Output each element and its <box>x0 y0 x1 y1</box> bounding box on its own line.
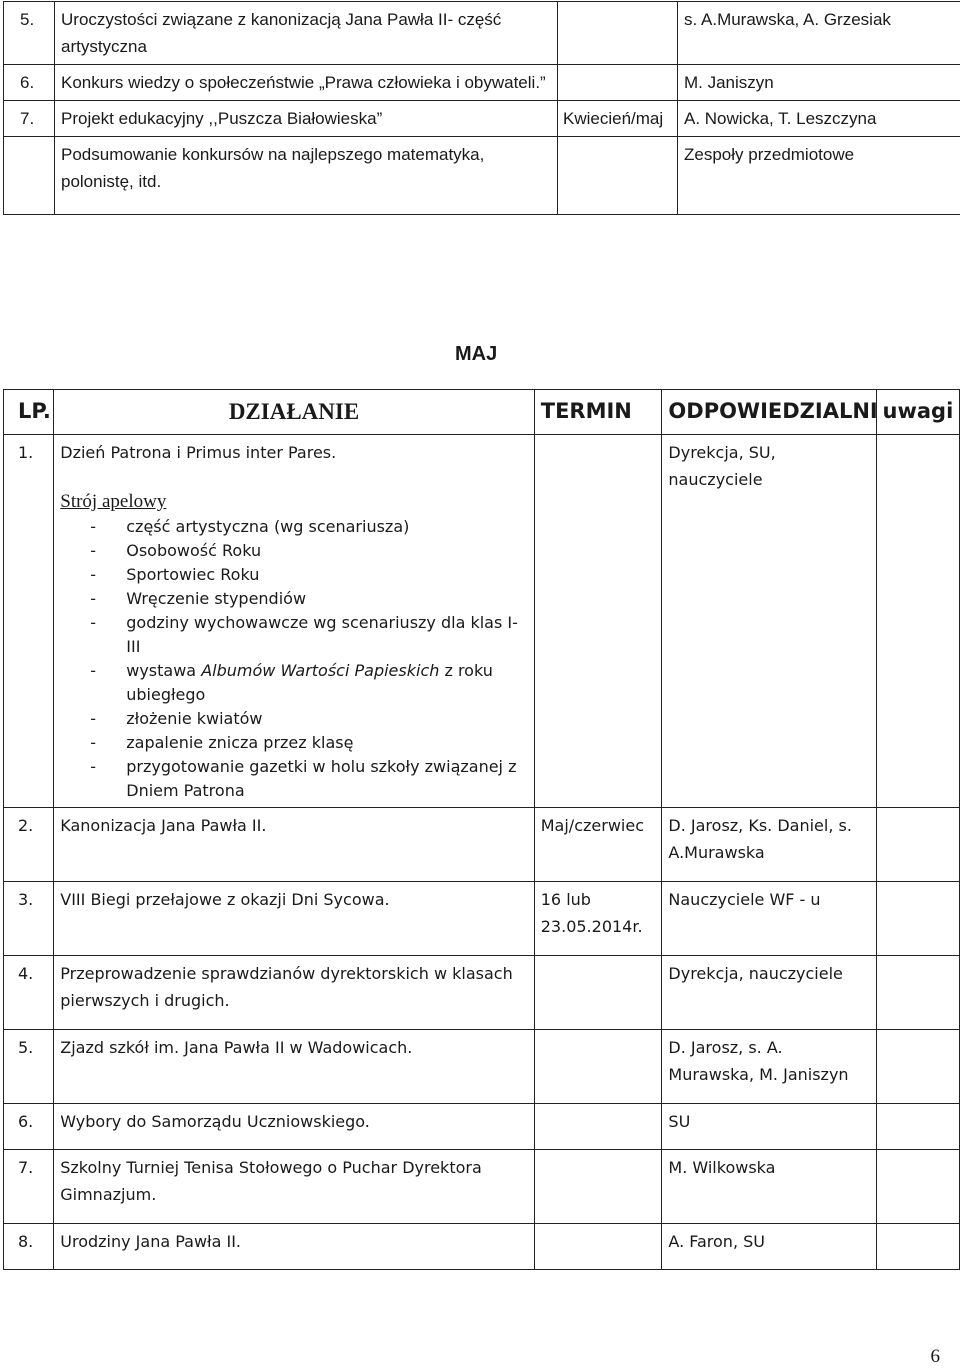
row-description: Podsumowanie konkursów na najlepszego matematyka, polonistę, itd. <box>55 137 558 215</box>
header-notes: uwagi <box>876 390 959 435</box>
row-responsible: A. Faron, SU <box>662 1224 876 1270</box>
row-lp: 7. <box>4 101 55 137</box>
row-description: Urodziny Jana Pawła II. <box>54 1224 535 1270</box>
row-description: Zjazd szkół im. Jana Pawła II w Wadowicach. <box>54 1030 535 1104</box>
row-lp: 5. <box>4 2 55 65</box>
row-description: Projekt edukacyjny ,,Puszcza Białowieska” <box>55 101 558 137</box>
list-item: - godziny wychowawcze wg scenariuszy dla klas I-III <box>60 611 528 659</box>
row-lp: 4. <box>4 956 54 1030</box>
row-term: Maj/czerwiec <box>534 808 662 882</box>
row-term <box>534 1150 662 1224</box>
table-row <box>4 1030 960 1104</box>
may-table <box>3 389 960 1270</box>
row-lp: 8. <box>4 1224 54 1270</box>
row-description: Wybory do Samorządu Uczniowskiego. <box>54 1104 535 1150</box>
row-term <box>558 137 678 215</box>
row-notes <box>876 435 959 808</box>
row-responsible: Zespoły przedmiotowe <box>678 137 960 215</box>
header-responsible: ODPOWIEDZIALNI <box>662 390 876 435</box>
row-lp: 5. <box>4 1030 54 1104</box>
row-description <box>54 435 535 808</box>
row-notes <box>876 808 959 882</box>
row-term <box>534 956 662 1030</box>
row-description: Uroczystości związane z kanonizacją Jana Pawła II- część artystyczna <box>55 2 558 65</box>
row-responsible: SU <box>662 1104 876 1150</box>
list-item: - Sportowiec Roku <box>60 563 528 587</box>
row-term <box>534 1030 662 1104</box>
row-term <box>534 1224 662 1270</box>
row-notes <box>876 1224 959 1270</box>
exhibit-text: wystawa <box>126 661 202 680</box>
row-term <box>534 435 662 808</box>
table-row <box>4 435 960 808</box>
row-term <box>558 65 678 101</box>
row-responsible: D. Jarosz, Ks. Daniel, s. A.Murawska <box>662 808 876 882</box>
table-row <box>4 1224 960 1270</box>
header-lp: LP. <box>4 390 54 435</box>
row-responsible: D. Jarosz, s. A. Murawska, M. Janiszyn <box>662 1030 876 1104</box>
row-term: 16 lub 23.05.2014r. <box>534 882 662 956</box>
dress-code: Strój apelowy <box>60 491 167 512</box>
list-item: - zapalenie znicza przez klasę <box>60 731 528 755</box>
row-description: Kanonizacja Jana Pawła II. <box>54 808 535 882</box>
row-lp: 2. <box>4 808 54 882</box>
row-lp: 3. <box>4 882 54 956</box>
table-row <box>4 1150 960 1224</box>
row-description: VIII Biegi przełajowe z okazji Dni Sycowa. <box>54 882 535 956</box>
table-row <box>4 137 960 215</box>
table-row <box>4 65 960 101</box>
table-row <box>4 1104 960 1150</box>
row-term: Kwiecień/maj <box>558 101 678 137</box>
row-description: Konkurs wiedzy o społeczeństwie „Prawa człowieka i obywateli.” <box>55 65 558 101</box>
row-responsible: M. Wilkowska <box>662 1150 876 1224</box>
activity-list <box>60 515 528 803</box>
row-notes <box>876 1030 959 1104</box>
row-notes <box>876 1104 959 1150</box>
header-row <box>4 390 960 435</box>
table-row <box>4 2 960 65</box>
row-lp: 6. <box>4 65 55 101</box>
row-responsible: Dyrekcja, nauczyciele <box>662 956 876 1030</box>
row-responsible: Nauczyciele WF - u <box>662 882 876 956</box>
row-lp <box>4 137 55 215</box>
row-responsible: Dyrekcja, SU, nauczyciele <box>662 435 876 808</box>
row-lp: 6. <box>4 1104 54 1150</box>
list-item <box>60 659 528 707</box>
header-term: TERMIN <box>534 390 662 435</box>
list-item: - Wręczenie stypendiów <box>60 587 528 611</box>
row-term <box>534 1104 662 1150</box>
list-item: - złożenie kwiatów <box>60 707 528 731</box>
row-notes <box>876 1150 959 1224</box>
page-number: 6 <box>930 1346 940 1367</box>
row-description: Szkolny Turniej Tenisa Stołowego o Puchar Dyrektora Gimnazjum. <box>54 1150 535 1224</box>
row-notes <box>876 882 959 956</box>
row-term <box>558 2 678 65</box>
table-row <box>4 882 960 956</box>
row-title: Dzień Patrona i Primus inter Pares. <box>60 443 337 462</box>
row-lp: 7. <box>4 1150 54 1224</box>
table-row <box>4 808 960 882</box>
exhibit-text: z roku ubiegłego <box>126 661 493 704</box>
table-row <box>4 956 960 1030</box>
month-title: MAJ <box>455 343 498 365</box>
table-row <box>4 101 960 137</box>
row-lp: 1. <box>4 435 54 808</box>
row-responsible: s. A.Murawska, A. Grzesiak <box>678 2 960 65</box>
exhibit-title: Albumów Wartości Papieskich <box>201 661 440 680</box>
header-action: DZIAŁANIE <box>54 390 535 435</box>
row-description: Przeprowadzenie sprawdzianów dyrektorskich w klasach pierwszych i drugich. <box>54 956 535 1030</box>
row-responsible: A. Nowicka, T. Leszczyna <box>678 101 960 137</box>
top-table <box>3 1 960 215</box>
list-item: - przygotowanie gazetki w holu szkoły związanej z Dniem Patrona <box>60 755 528 803</box>
list-item: - Osobowość Roku <box>60 539 528 563</box>
row-notes <box>876 956 959 1030</box>
row-responsible: M. Janiszyn <box>678 65 960 101</box>
list-item: - część artystyczna (wg scenariusza) <box>60 515 528 539</box>
